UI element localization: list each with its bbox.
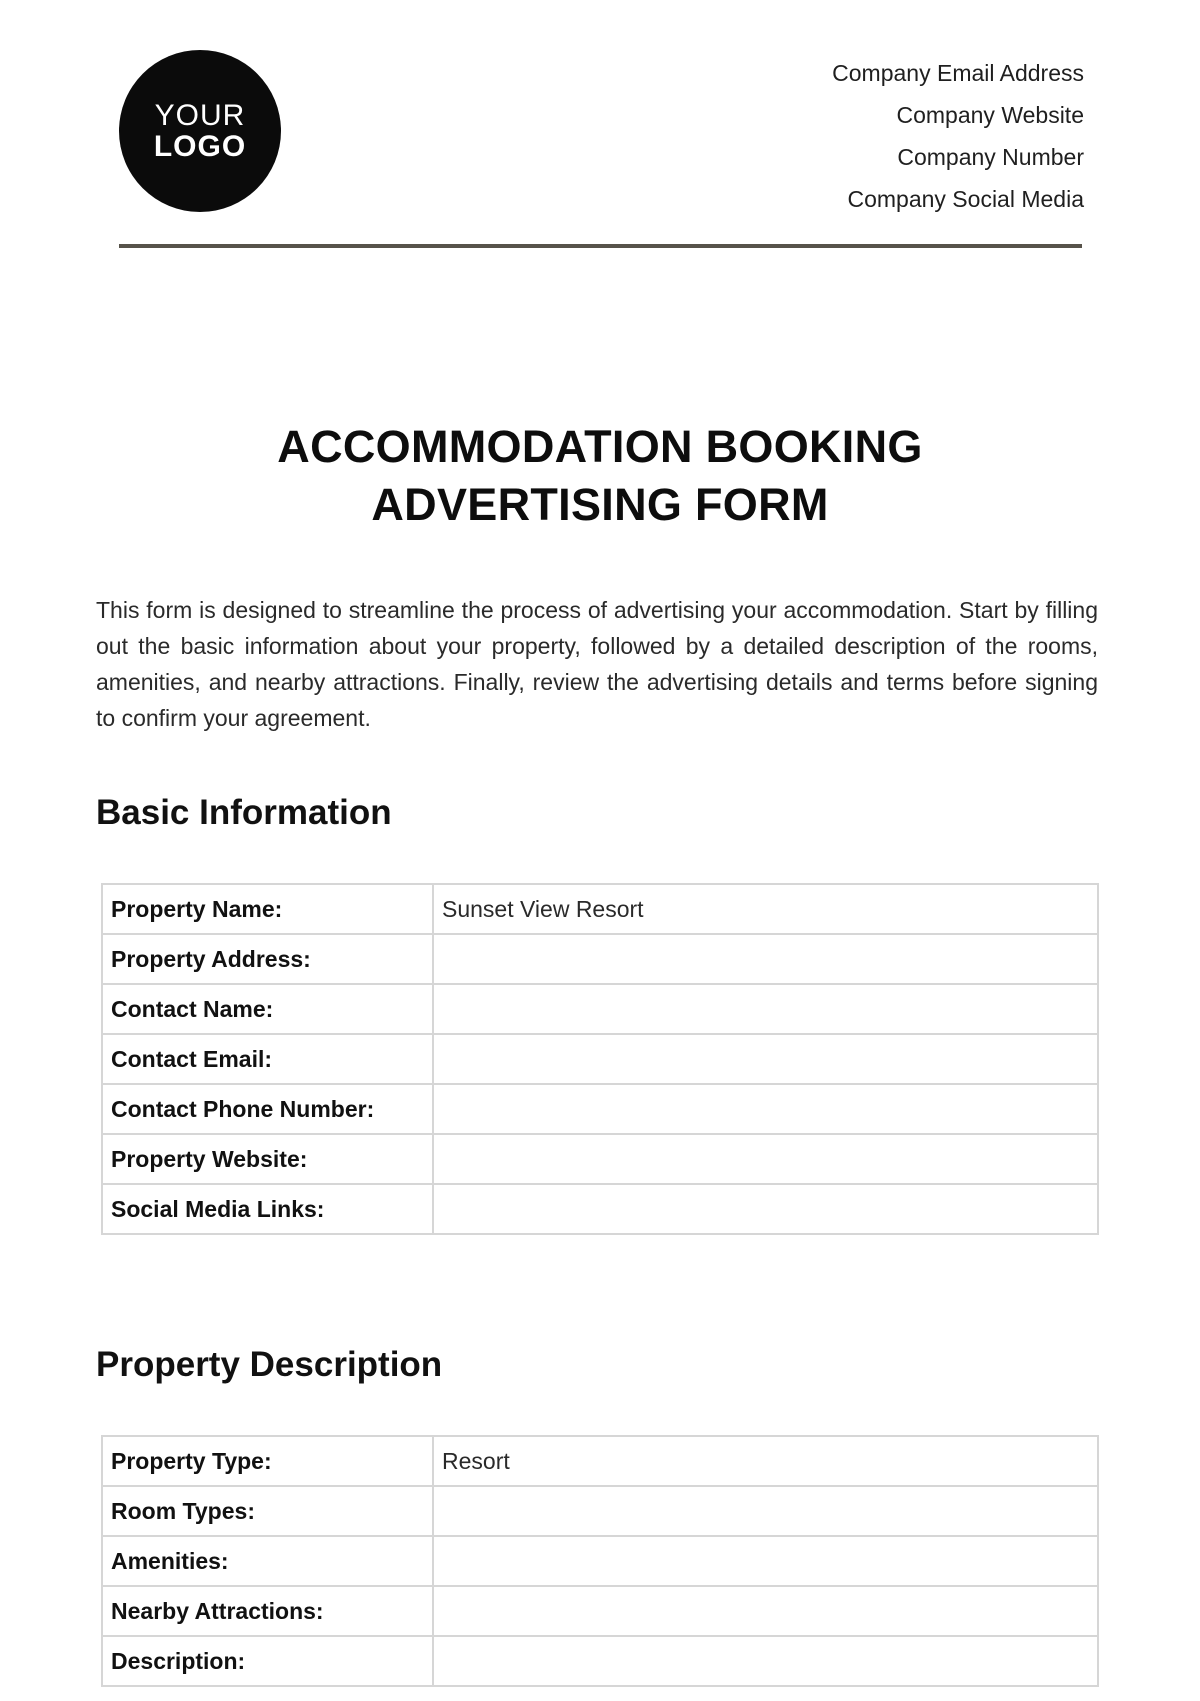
table-row: [102, 984, 1098, 1034]
property-website-field[interactable]: [433, 1134, 1098, 1184]
contact-email-field[interactable]: [433, 1034, 1098, 1084]
field-label: Amenities:: [102, 1536, 433, 1586]
basic-information-table: [101, 883, 1099, 1235]
nearby-attractions-field[interactable]: [433, 1586, 1098, 1636]
table-row: [102, 1436, 1098, 1486]
field-label: Social Media Links:: [102, 1184, 433, 1234]
field-label: Contact Email:: [102, 1034, 433, 1084]
room-types-field[interactable]: [433, 1486, 1098, 1536]
table-row: [102, 1034, 1098, 1084]
field-label: Contact Name:: [102, 984, 433, 1034]
company-number: Company Number: [897, 144, 1084, 170]
field-label: Contact Phone Number:: [102, 1084, 433, 1134]
field-label: Nearby Attractions:: [102, 1586, 433, 1636]
company-contact-block: [832, 52, 1084, 220]
property-name-field[interactable]: Sunset View Resort: [433, 884, 1098, 934]
table-row: [102, 884, 1098, 934]
property-type-field[interactable]: Resort: [433, 1436, 1098, 1486]
company-email: Company Email Address: [832, 60, 1084, 86]
table-row: [102, 1134, 1098, 1184]
page-title: [0, 418, 1200, 534]
field-label: Property Name:: [102, 884, 433, 934]
company-website: Company Website: [896, 102, 1084, 128]
section-heading-property-description: Property Description: [96, 1345, 443, 1384]
header-divider: [119, 244, 1082, 248]
field-label: Room Types:: [102, 1486, 433, 1536]
property-description-table: [101, 1435, 1099, 1687]
contact-phone-field[interactable]: [433, 1084, 1098, 1134]
field-label: Description:: [102, 1636, 433, 1686]
property-address-field[interactable]: [433, 934, 1098, 984]
company-social-media: Company Social Media: [847, 186, 1084, 212]
table-row: [102, 1586, 1098, 1636]
intro-paragraph: This form is designed to streamline the process of advertising your accommodation. Start by filling out the basic information about your property, followed by a detailed description of the rooms, amenities, and nearby attractions. Finally, review the advertising details and terms before signing to confirm your agreement.: [96, 597, 1098, 731]
field-label: Property Type:: [102, 1436, 433, 1486]
title-line-1: ACCOMMODATION BOOKING: [277, 421, 923, 472]
social-media-links-field[interactable]: [433, 1184, 1098, 1234]
logo-line-1: YOUR: [154, 98, 246, 132]
table-row: [102, 1536, 1098, 1586]
table-row: [102, 1184, 1098, 1234]
table-row: [102, 934, 1098, 984]
table-row: [102, 1486, 1098, 1536]
amenities-field[interactable]: [433, 1536, 1098, 1586]
field-label: Property Website:: [102, 1134, 433, 1184]
company-logo: [119, 50, 281, 212]
logo-line-2: LOGO: [153, 130, 247, 163]
table-row: [102, 1084, 1098, 1134]
contact-name-field[interactable]: [433, 984, 1098, 1034]
section-heading-basic-information: Basic Information: [96, 793, 392, 832]
description-field[interactable]: [433, 1636, 1098, 1686]
title-line-2: ADVERTISING FORM: [371, 479, 829, 530]
table-row: [102, 1636, 1098, 1686]
field-label: Property Address:: [102, 934, 433, 984]
